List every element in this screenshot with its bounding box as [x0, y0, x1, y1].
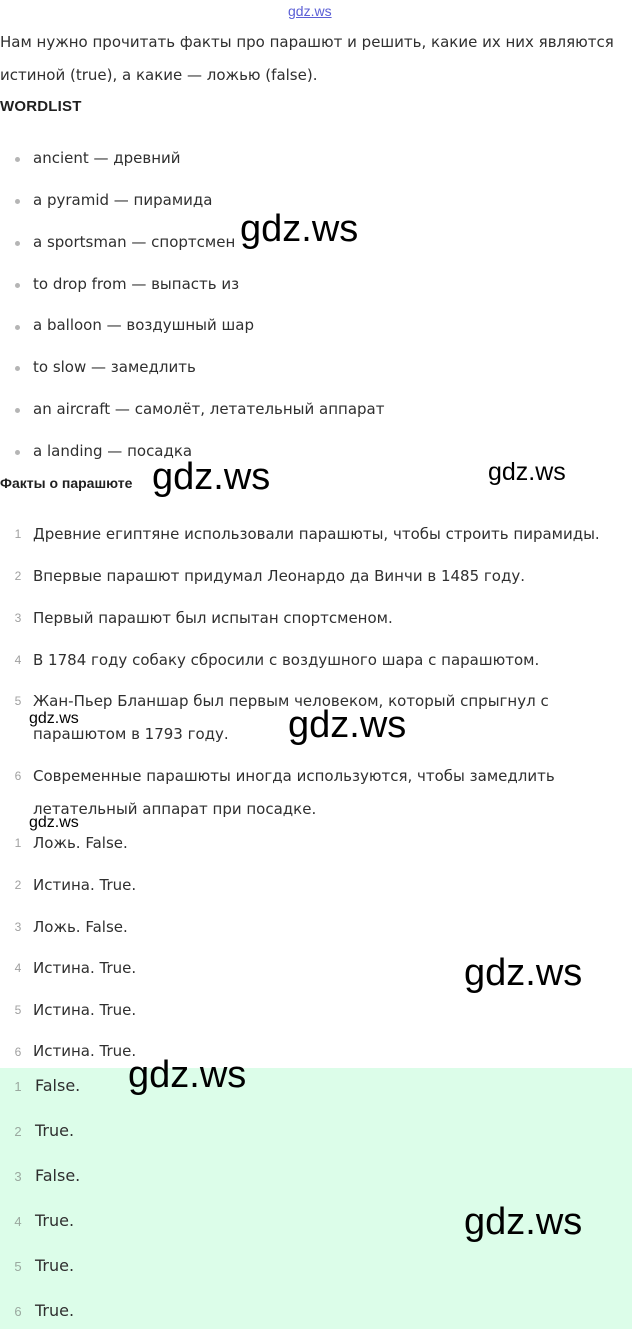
- fact-number: 5: [14, 694, 22, 708]
- answer-text: True.: [35, 1256, 75, 1275]
- watermark: gdz.ws: [29, 814, 79, 831]
- answer-number: 1: [14, 836, 22, 850]
- answer-text: True.: [35, 1301, 75, 1320]
- answer-text: Истина. True.: [33, 876, 137, 894]
- answer-number: 6: [14, 1304, 22, 1319]
- watermark: gdz.ws: [464, 1201, 583, 1243]
- bullet-icon: [15, 408, 20, 413]
- answer-text: Ложь. False.: [33, 834, 128, 852]
- watermark: gdz.ws: [488, 458, 566, 486]
- site-link[interactable]: gdz.ws: [288, 3, 332, 19]
- wordlist-item: an aircraft — самолёт, летательный аппарат: [33, 400, 385, 418]
- wordlist-item: a landing — посадка: [33, 442, 193, 460]
- answer-number: 3: [14, 920, 22, 934]
- watermark: gdz.ws: [152, 456, 271, 498]
- fact-number: 3: [14, 611, 22, 625]
- answer-text: Истина. True.: [33, 959, 137, 977]
- answer-text: False.: [35, 1076, 81, 1095]
- fact-text: Впервые парашют придумал Леонардо да Винчи в 1485 году.: [33, 567, 525, 585]
- bullet-icon: [15, 241, 20, 246]
- answer-panel: [0, 1068, 632, 1329]
- fact-text: Современные парашюты иногда используются, чтобы замедлить: [33, 767, 555, 785]
- bullet-icon: [15, 283, 20, 288]
- answer-number: 5: [14, 1003, 22, 1017]
- answer-number: 5: [14, 1259, 22, 1274]
- wordlist-item: a sportsman — спортсмен: [33, 233, 236, 251]
- answer-text: False.: [35, 1166, 81, 1185]
- fact-text: Первый парашют был испытан спортсменом.: [33, 609, 393, 627]
- watermark: gdz.ws: [464, 952, 583, 994]
- wordlist-item: to drop from — выпасть из: [33, 275, 240, 293]
- fact-text: Жан-Пьер Бланшар был первым человеком, который спрыгнул с: [33, 692, 549, 710]
- wordlist-item: to slow — замедлить: [33, 358, 196, 376]
- bullet-icon: [15, 325, 20, 330]
- intro-line-2: истиной (true), а какие — ложью (false).: [0, 66, 318, 84]
- facts-title: Факты о парашюте: [0, 475, 133, 491]
- answer-text: Истина. True.: [33, 1001, 137, 1019]
- wordlist-item: ancient — древний: [33, 149, 181, 167]
- bullet-icon: [15, 450, 20, 455]
- answer-text: Истина. True.: [33, 1042, 137, 1060]
- answer-number: 2: [14, 1124, 22, 1139]
- answer-text: True.: [35, 1211, 75, 1230]
- watermark: gdz.ws: [29, 710, 79, 727]
- answer-text: True.: [35, 1121, 75, 1140]
- wordlist-item: a pyramid — пирамида: [33, 191, 213, 209]
- fact-text: В 1784 году собаку сбросили с воздушного шара с парашютом.: [33, 651, 540, 669]
- answer-number: 1: [14, 1079, 22, 1094]
- answer-number: 2: [14, 878, 22, 892]
- answer-number: 4: [14, 1214, 22, 1229]
- answer-number: 6: [14, 1045, 22, 1059]
- fact-text: Древние египтяне использовали парашюты, чтобы строить пирамиды.: [33, 525, 600, 543]
- wordlist-title: WORDLIST: [0, 98, 82, 115]
- fact-number: 6: [14, 769, 22, 783]
- bullet-icon: [15, 199, 20, 204]
- bullet-icon: [15, 157, 20, 162]
- fact-text: летательный аппарат при посадке.: [33, 800, 317, 818]
- wordlist-item: a balloon — воздушный шар: [33, 316, 254, 334]
- fact-number: 4: [14, 653, 22, 667]
- watermark: gdz.ws: [128, 1054, 247, 1096]
- answer-number: 4: [14, 961, 22, 975]
- answer-text: Ложь. False.: [33, 918, 128, 936]
- bullet-icon: [15, 366, 20, 371]
- answer-number: 3: [14, 1169, 22, 1184]
- fact-number: 2: [14, 569, 22, 583]
- intro-line-1: Нам нужно прочитать факты про парашют и решить, какие их них являются: [0, 33, 614, 51]
- fact-number: 1: [14, 527, 22, 541]
- watermark: gdz.ws: [288, 704, 407, 746]
- watermark: gdz.ws: [240, 208, 359, 250]
- fact-text: парашютом в 1793 году.: [33, 725, 229, 743]
